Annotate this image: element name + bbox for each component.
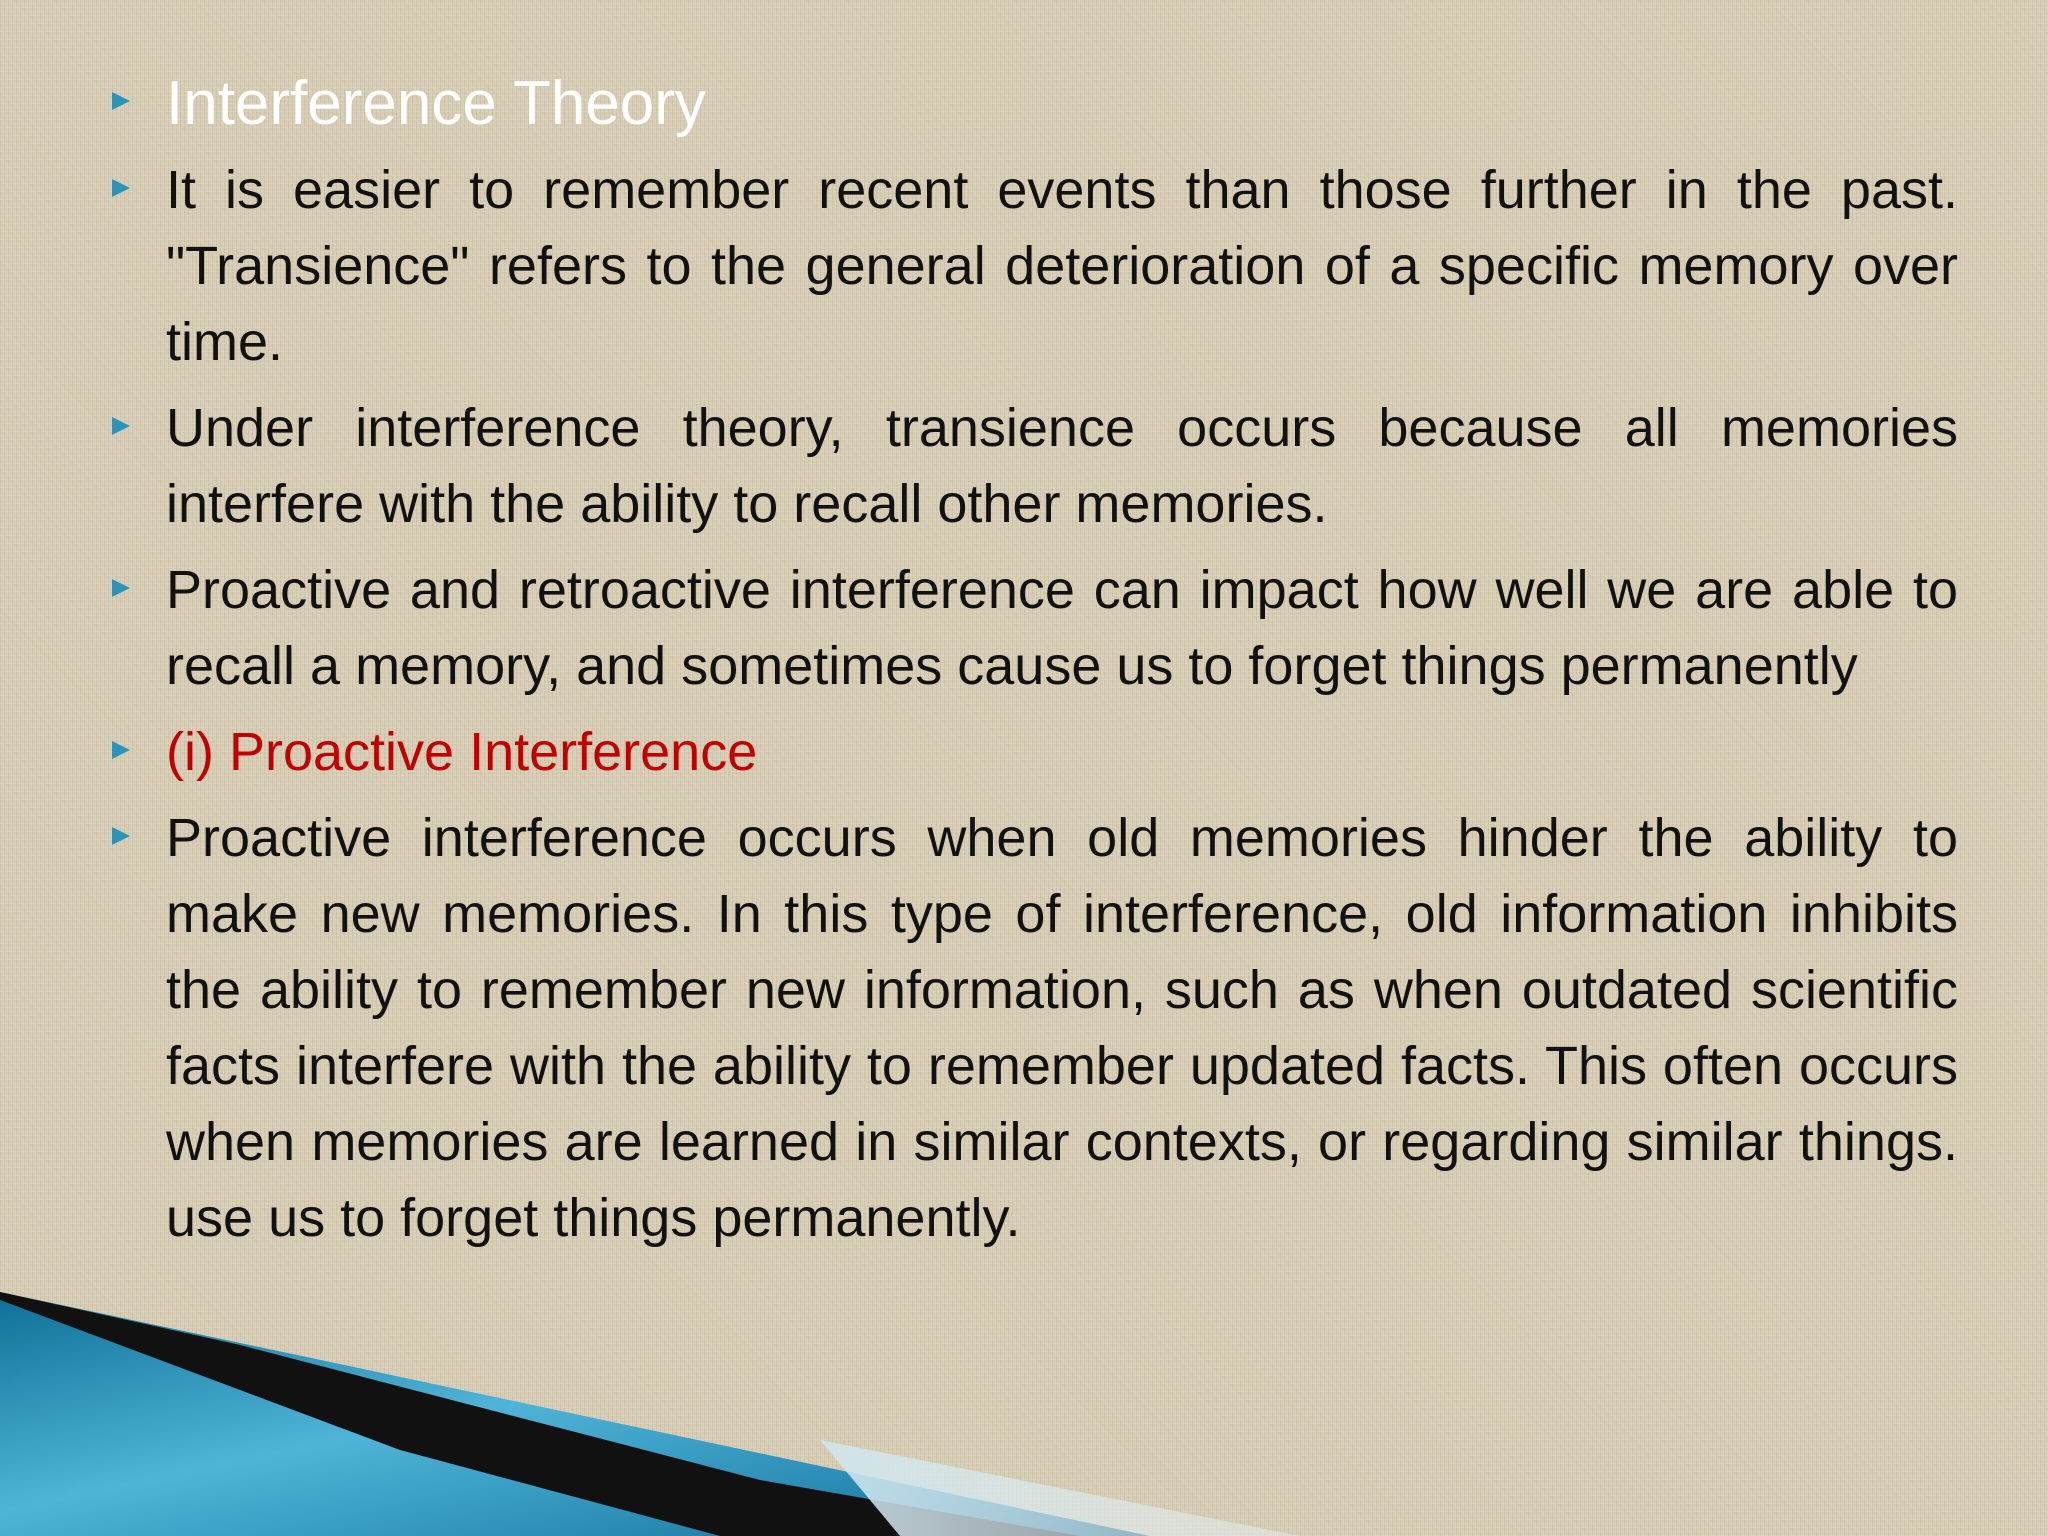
triangle-bullet-icon (112, 579, 130, 597)
bullet-text: It is easier to remember recent events than those further in the past. "Transience" refers to the general deterioration of a specific memory over time. (166, 160, 1958, 372)
bullet-text: Proactive interference occurs when old memories hinder the ability to make new memories. In this type of interference, old information inhibits the ability to remember new information, such as when outdated scientific facts interfere with the ability to remember updated facts. This often occurs when memories are learned in similar contexts, or regarding similar things. use us to forget things permanently. (166, 808, 1958, 1248)
light-swoosh (820, 1440, 1300, 1536)
section-heading-text: (i) Proactive Interference (166, 722, 758, 782)
triangle-bullet-icon (112, 92, 130, 110)
bullet-transience (110, 152, 1958, 380)
triangle-bullet-icon (112, 179, 130, 197)
triangle-bullet-icon (112, 827, 130, 845)
bullet-text: Proactive and retroactive interference can impact how well we are able to recall a memory, and sometimes cause us to forget things permanently (166, 560, 1958, 696)
slide-title-text: Interference Theory (166, 69, 706, 138)
section-heading-proactive (110, 714, 1958, 790)
slide-title (110, 62, 1958, 146)
bullet-interference-theory (110, 390, 1958, 542)
triangle-bullet-icon (112, 741, 130, 759)
bullet-list (110, 62, 1958, 1266)
bullet-proactive-retroactive (110, 552, 1958, 704)
triangle-bullet-icon (112, 417, 130, 435)
bullet-proactive-definition (110, 800, 1958, 1256)
bullet-text: Under interference theory, transience occurs because all memories interfere with the ability to recall other memories. (166, 398, 1958, 534)
